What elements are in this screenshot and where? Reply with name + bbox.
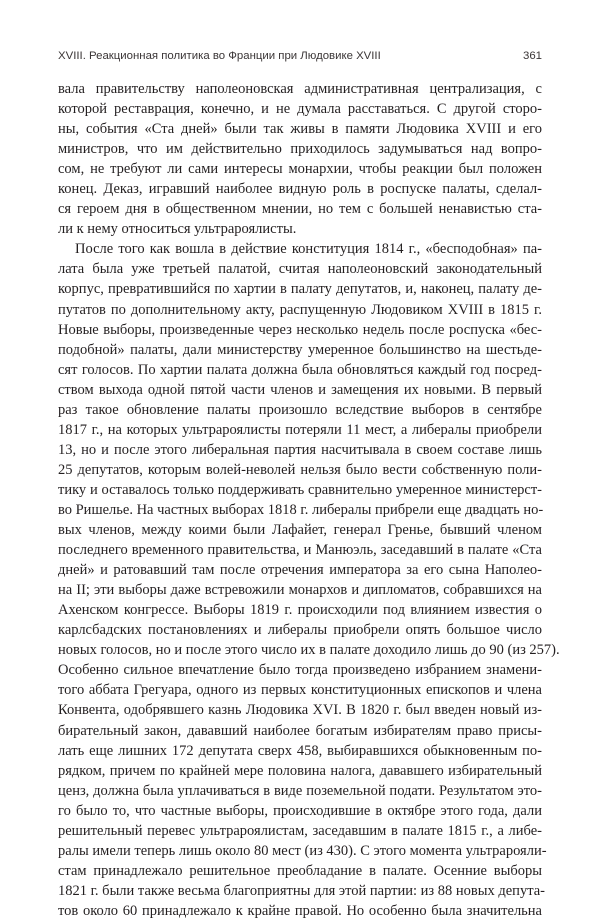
- text-line: ли к нему относиться ультрароялисты.: [58, 221, 297, 238]
- text-line: путатов по дополнительному акту, распущенную Людовиком XVIII в 1815 г.: [58, 301, 542, 318]
- text-line: Новые выборы, произведенные через несколько недель после роспуска «бес-: [58, 321, 542, 338]
- text-line: 1821 г. были также весьма благоприятны для этой партии: из 88 новых депута-: [58, 882, 545, 899]
- text-line: раз такое обновление палаты произошло вследствие выборов в сентябре: [58, 401, 542, 418]
- text-line: подобной» палаты, дали министерству умеренное большинство на шестьде-: [58, 341, 542, 358]
- text-line: вых членов, между коими были Лафайет, генерал Гренье, бывший членом: [58, 522, 542, 539]
- text-line: решительный перевес ультрароялистам, заседавшим в палате 1815 г., а либе-: [58, 822, 542, 839]
- text-line: ся героем дня в общественном мнении, но тем с большей ненавистью ста-: [58, 201, 542, 218]
- text-line: последнего временного правительства, и Манюэль, заседавший в палате «Ста: [58, 542, 542, 559]
- paragraph-2: [58, 239, 560, 921]
- text-line: 25 депутатов, которым волей-неволей нельзя было вести собственную поли-: [58, 461, 542, 478]
- chapter-title: XVIII. Реакционная политика во Франции при Людовике XVIII: [58, 50, 381, 62]
- text-line: дней» и ратовавший там после отречения императора за его сына Наполео-: [58, 562, 542, 579]
- text-line: сят голосов. По хартии палата должна была обновляться каждый год посред-: [58, 361, 542, 378]
- page-number: 361: [522, 50, 542, 62]
- text-line: карлсбадских постановлениях и либералы приобрели опять большое число: [58, 622, 542, 639]
- text-line: которой реставрация, конечно, и не думала расставаться. С другой сторо-: [58, 101, 542, 118]
- text-line: того аббата Грегуара, одного из первых конституционных епископов и члена: [58, 682, 542, 699]
- running-header: [58, 50, 542, 66]
- text-line: ны, события «Ста дней» были так живы в памяти Людовика XVIII и его: [58, 121, 542, 138]
- text-line: конец. Деказ, игравший наиболее видную роль в роспуске палаты, сделал-: [58, 181, 542, 198]
- text-line: ством выхода одной пятой части членов и замещения их новыми. В первый: [58, 381, 542, 398]
- text-line: Конвента, одобрявшего казнь Людовика XVI. В 1820 г. был введен новый из-: [58, 702, 542, 719]
- text-line: го было то, что частные выборы, происходившие в октябре этого года, дали: [58, 802, 542, 819]
- text-line: корпус, превратившийся по хартии в палату депутатов, и, наконец, палату де-: [58, 281, 542, 298]
- text-line: лата была уже третьей палатой, считая наполеоновский законодательный: [58, 261, 542, 278]
- text-line: тов около 60 принадлежало к крайне правой. Но особенно была значительна: [58, 902, 542, 919]
- text-line: После того как вошла в действие конституция 1814 г., «бесподобная» па-: [75, 241, 542, 258]
- text-line: рядком, причем по крайней мере половина налога, дававшего избирательный: [58, 762, 542, 779]
- text-line: на II; эти выборы даже встревожили монархов и дипломатов, собравшихся на: [58, 582, 542, 599]
- text-line: Особенно сильное впечатление было тогда произведено избранием знамени-: [58, 662, 542, 679]
- body-text: [58, 79, 560, 921]
- text-line: 13, но и после этого либеральная партия насчитывала в своем составе лишь: [58, 441, 542, 458]
- text-line: Ахенском конгрессе. Выборы 1819 г. происходили под влиянием известия о: [58, 602, 542, 619]
- text-line: ценз, должна была уплачиваться в виде поземельной подати. Результатом это-: [58, 782, 542, 799]
- text-line: вала правительству наполеоновская административная централизация, с: [58, 81, 542, 97]
- text-line: тику и оставалось только поддерживать сравнительно умеренное министерст-: [58, 481, 542, 498]
- paragraph-1: [58, 79, 542, 239]
- text-line: бирательный закон, дававший наиболее богатым избирателям право присы-: [58, 722, 542, 739]
- text-line: министров, что им действительно приходилось задумываться над вопро-: [58, 141, 542, 158]
- text-line: 1817 г., на которых ультрароялисты потеряли 11 мест, а либералы приобрели: [58, 421, 542, 438]
- text-line: сом, не требуют ли сами интересы монархии, чтобы реакции был положен: [58, 161, 542, 178]
- text-line: лать еще лишних 172 депутата сверх 458, выбиравшихся обыкновенным по-: [58, 742, 542, 759]
- text-line: ралы имели теперь лишь около 80 мест (из 430). С этого момента ультрарояли-: [58, 842, 547, 859]
- text-line: стам принадлежало решительное преобладание в палате. Осенние выборы: [58, 862, 542, 879]
- text-line: во Ришелье. На частных выборах 1818 г. либералы прибрели еще двадцать но-: [58, 501, 544, 518]
- text-line: новых голосов, но и после этого число их в палате доходило лишь до 90 (из 257).: [58, 642, 560, 659]
